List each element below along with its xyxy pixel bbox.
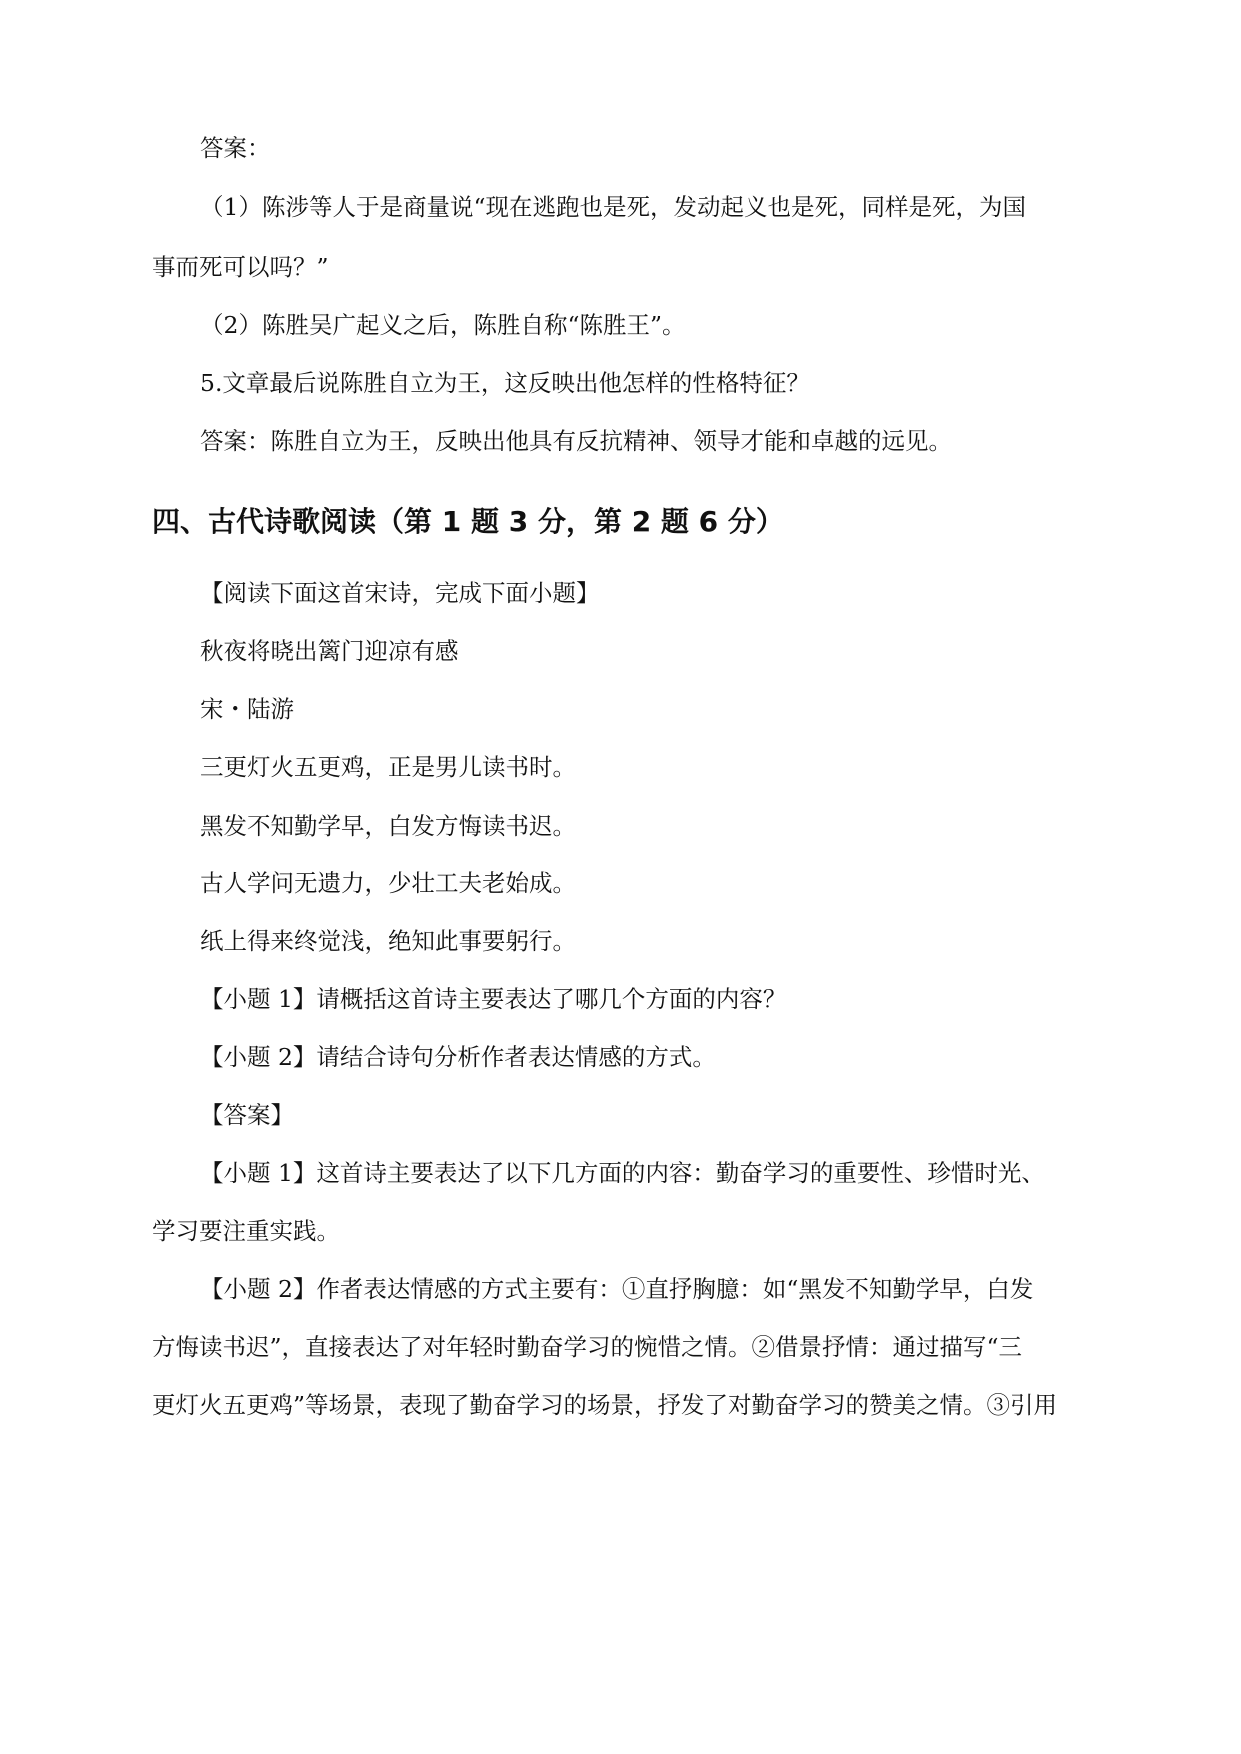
poem-title: 秋夜将晓出篱门迎凉有感 [200,637,459,665]
answer-1-line1: 【小题 1】这首诗主要表达了以下几方面的内容：勤奋学习的重要性、珍惜时光、 [200,1159,1045,1187]
answer-2-line1: 【小题 2】作者表达情感的方式主要有：①直抒胸臆：如“黑发不知勤学早，白发 [200,1275,1034,1303]
poem-line-2: 黑发不知勤学早，白发方悔读书迟。 [200,812,576,840]
section4-heading: 四、古代诗歌阅读（第 1 题 3 分，第 2 题 6 分） [152,505,784,538]
poem-line-3: 古人学问无遗力，少壮工夫老始成。 [200,869,576,897]
poem-line-1: 三更灯火五更鸡，正是男儿读书时。 [200,753,576,781]
q4-part1-line1: （1）陈涉等人于是商量说“现在逃跑也是死，发动起义也是死，同样是死，为国 [200,193,1026,221]
answer-1-line2: 学习要注重实践。 [152,1217,340,1245]
q4-part1-line2: 事而死可以吗？” [152,253,329,281]
q5-answer: 答案：陈胜自立为王，反映出他具有反抗精神、领导才能和卓越的远见。 [200,427,952,455]
reading-instruction: 【阅读下面这首宋诗，完成下面小题】 [200,579,600,607]
subquestion-2: 【小题 2】请结合诗句分析作者表达情感的方式。 [200,1043,716,1071]
poem-author: 宋・陆游 [200,695,294,723]
answer-heading: 【答案】 [200,1101,294,1129]
answer-2-line3: 更灯火五更鸡”等场景，表现了勤奋学习的场景，抒发了对勤奋学习的赞美之情。③引用 [152,1391,1058,1419]
answer-label: 答案： [200,134,271,162]
q5-question: 5.文章最后说陈胜自立为王，这反映出他怎样的性格特征？ [200,369,810,397]
answer-2-line2: 方悔读书迟”，直接表达了对年轻时勤奋学习的惋惜之情。②借景抒情：通过描写“三 [152,1333,1023,1361]
q4-part2: （2）陈胜吴广起义之后，陈胜自称“陈胜王”。 [200,311,686,339]
subquestion-1: 【小题 1】请概括这首诗主要表达了哪几个方面的内容？ [200,985,787,1013]
poem-line-4: 纸上得来终觉浅，绝知此事要躬行。 [200,927,576,955]
